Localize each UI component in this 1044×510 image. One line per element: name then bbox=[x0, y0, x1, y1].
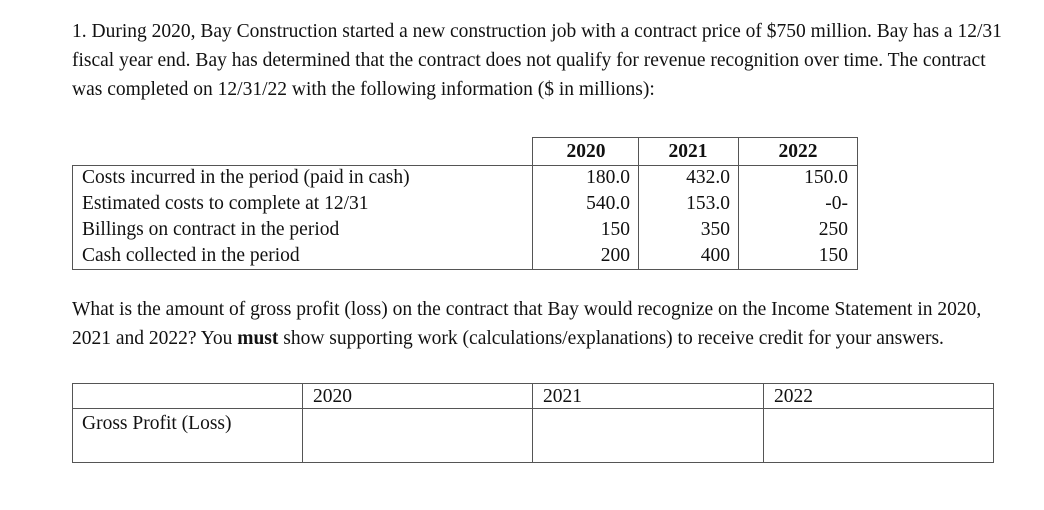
answer-table-bottom-border bbox=[72, 462, 994, 463]
row-label: Estimated costs to complete at 12/31 bbox=[82, 193, 369, 214]
answer-cell-2022[interactable] bbox=[765, 410, 991, 460]
table-cell: 540.0 bbox=[586, 193, 630, 214]
answer-column-header-2021: 2021 bbox=[543, 386, 582, 407]
table-left-border bbox=[72, 165, 73, 270]
column-header-2022: 2022 bbox=[778, 141, 818, 162]
answer-column-header-2022: 2022 bbox=[774, 386, 813, 407]
column-header-2021: 2021 bbox=[668, 141, 708, 162]
answer-cell-2021[interactable] bbox=[534, 410, 761, 460]
table-right-border bbox=[857, 137, 858, 270]
table-cell: 200 bbox=[600, 245, 630, 266]
prompt-text: show supporting work (calculations/explanations) to receive credit for your answers. bbox=[278, 328, 944, 349]
table-cell: 400 bbox=[700, 245, 730, 266]
prompt-emphasis: must bbox=[237, 328, 279, 349]
table-cell: 250 bbox=[818, 219, 848, 240]
gross-profit-row-label: Gross Profit (Loss) bbox=[82, 413, 232, 434]
table-cell: 150 bbox=[818, 245, 848, 266]
answer-table-header-border bbox=[72, 408, 994, 409]
row-label: Costs incurred in the period (paid in cash) bbox=[82, 167, 410, 188]
table-cell: 432.0 bbox=[686, 167, 730, 188]
answer-table-top-border bbox=[72, 383, 994, 384]
column-divider bbox=[532, 137, 533, 270]
header-top-border bbox=[532, 137, 858, 138]
table-cell: -0- bbox=[825, 193, 848, 214]
table-cell: 150 bbox=[600, 219, 630, 240]
table-cell: 350 bbox=[700, 219, 730, 240]
answer-cell-2020[interactable] bbox=[304, 410, 530, 460]
question-intro: 1. During 2020, Bay Construction started a new construction job with a contract price of $750 million. Bay has a 12/31 fiscal year end. Bay has determined that the contract does not qualify for revenue recognition over time. The contract was completed on 12/31/22 with the following information ($ in millions): bbox=[72, 21, 1002, 100]
answer-column-header-2020: 2020 bbox=[313, 386, 352, 407]
contract-data-table bbox=[72, 137, 858, 270]
column-divider bbox=[763, 383, 764, 463]
table-bottom-border bbox=[72, 269, 858, 270]
table-cell: 150.0 bbox=[804, 167, 848, 188]
column-divider bbox=[532, 383, 533, 463]
question-prompt bbox=[72, 295, 1002, 353]
answer-table-left-border bbox=[72, 383, 73, 463]
table-cell: 180.0 bbox=[586, 167, 630, 188]
prompt-text: What is the amount of gross profit (loss) on the contract that Bay would recognize on the Income Statement in 2020, 2021 and 2022? You bbox=[72, 299, 982, 349]
answer-table-right-border bbox=[993, 383, 994, 463]
table-cell: 153.0 bbox=[686, 193, 730, 214]
column-divider bbox=[302, 383, 303, 463]
row-label: Billings on contract in the period bbox=[82, 219, 340, 240]
row-label: Cash collected in the period bbox=[82, 245, 300, 266]
column-header-2020: 2020 bbox=[566, 141, 606, 162]
answer-table bbox=[72, 383, 994, 463]
